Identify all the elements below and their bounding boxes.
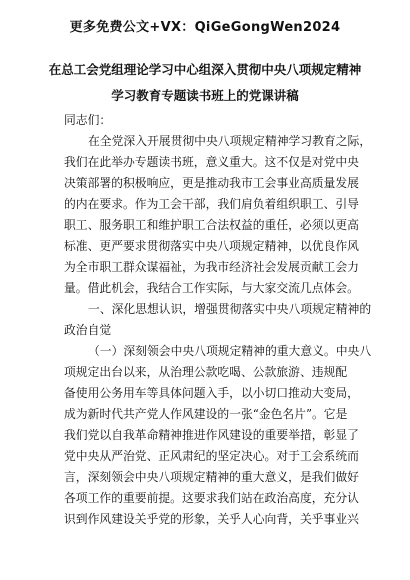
section-heading-line: 政治自觉 [64, 323, 112, 337]
watermark-header: 更多免费公文+VX：QiGeGongWen2024 [69, 20, 341, 35]
subsection-line: 识到作风建设关乎党的形象，关乎人心向背，关乎事业兴 [64, 512, 359, 526]
paragraph-line: 决策部署的积极响应，更是推动我市工会事业高质量发展 [64, 176, 359, 190]
subsection-line: 成为新时代共产党人作风建设的一张“金色名片”。它是 [64, 407, 348, 421]
subsection-line: （一）深刻领会中央八项规定精神的重大意义。中央八 [88, 344, 372, 358]
paragraph-line: 为全市职工群众谋福祉，为我市经济社会发展贡献工会力 [64, 260, 359, 274]
subsection-line: 项规定出台以来，从治理公款吃喝、公款旅游、违规配 [64, 365, 348, 379]
subsection-line: 言，深刻领会中央八项规定精神的重大意义，是我们做好 [64, 470, 359, 484]
paragraph-line: 在全党深入开展贯彻中央八项规定精神学习教育之际， [88, 134, 372, 148]
subsection-line: 备使用公务用车等具体问题入手，以小切口推动大变局， [64, 386, 359, 400]
paragraph-line: 量。借此机会，我结合工作实际，与大家交流几点体会。 [64, 281, 359, 295]
document-body [64, 110, 388, 530]
document-title-line-2: 学习教育专题读书班上的党课讲稿 [111, 88, 299, 103]
salutation: 同志们： [64, 113, 112, 127]
subsection-line: 党中央从严治党、正风肃纪的坚定决心。对于工会系统而 [64, 449, 359, 463]
paragraph-line: 的内在要求。作为工会干部，我们肩负着组织职工、引导 [64, 197, 359, 211]
paragraph-line: 职工、服务职工和维护职工合法权益的重任，必须以更高 [64, 218, 359, 232]
subsection-line: 各项工作的重要前提。这要求我们站在政治高度，充分认 [64, 491, 359, 505]
document-title-line-1: 在总工会党组理论学习中心组深入贯彻中央八项规定精神 [48, 62, 362, 77]
paragraph-line: 我们在此举办专题读书班，意义重大。这不仅是对党中央 [64, 155, 359, 169]
subsection-line: 我们党以自我革命精神推进作风建设的重要举措，彰显了 [64, 428, 359, 442]
section-heading-line: 一、深化思想认识，增强贯彻落实中央八项规定精神的 [88, 302, 372, 316]
paragraph-line: 标准、更严要求贯彻落实中央八项规定精神，以优良作风 [64, 239, 359, 253]
